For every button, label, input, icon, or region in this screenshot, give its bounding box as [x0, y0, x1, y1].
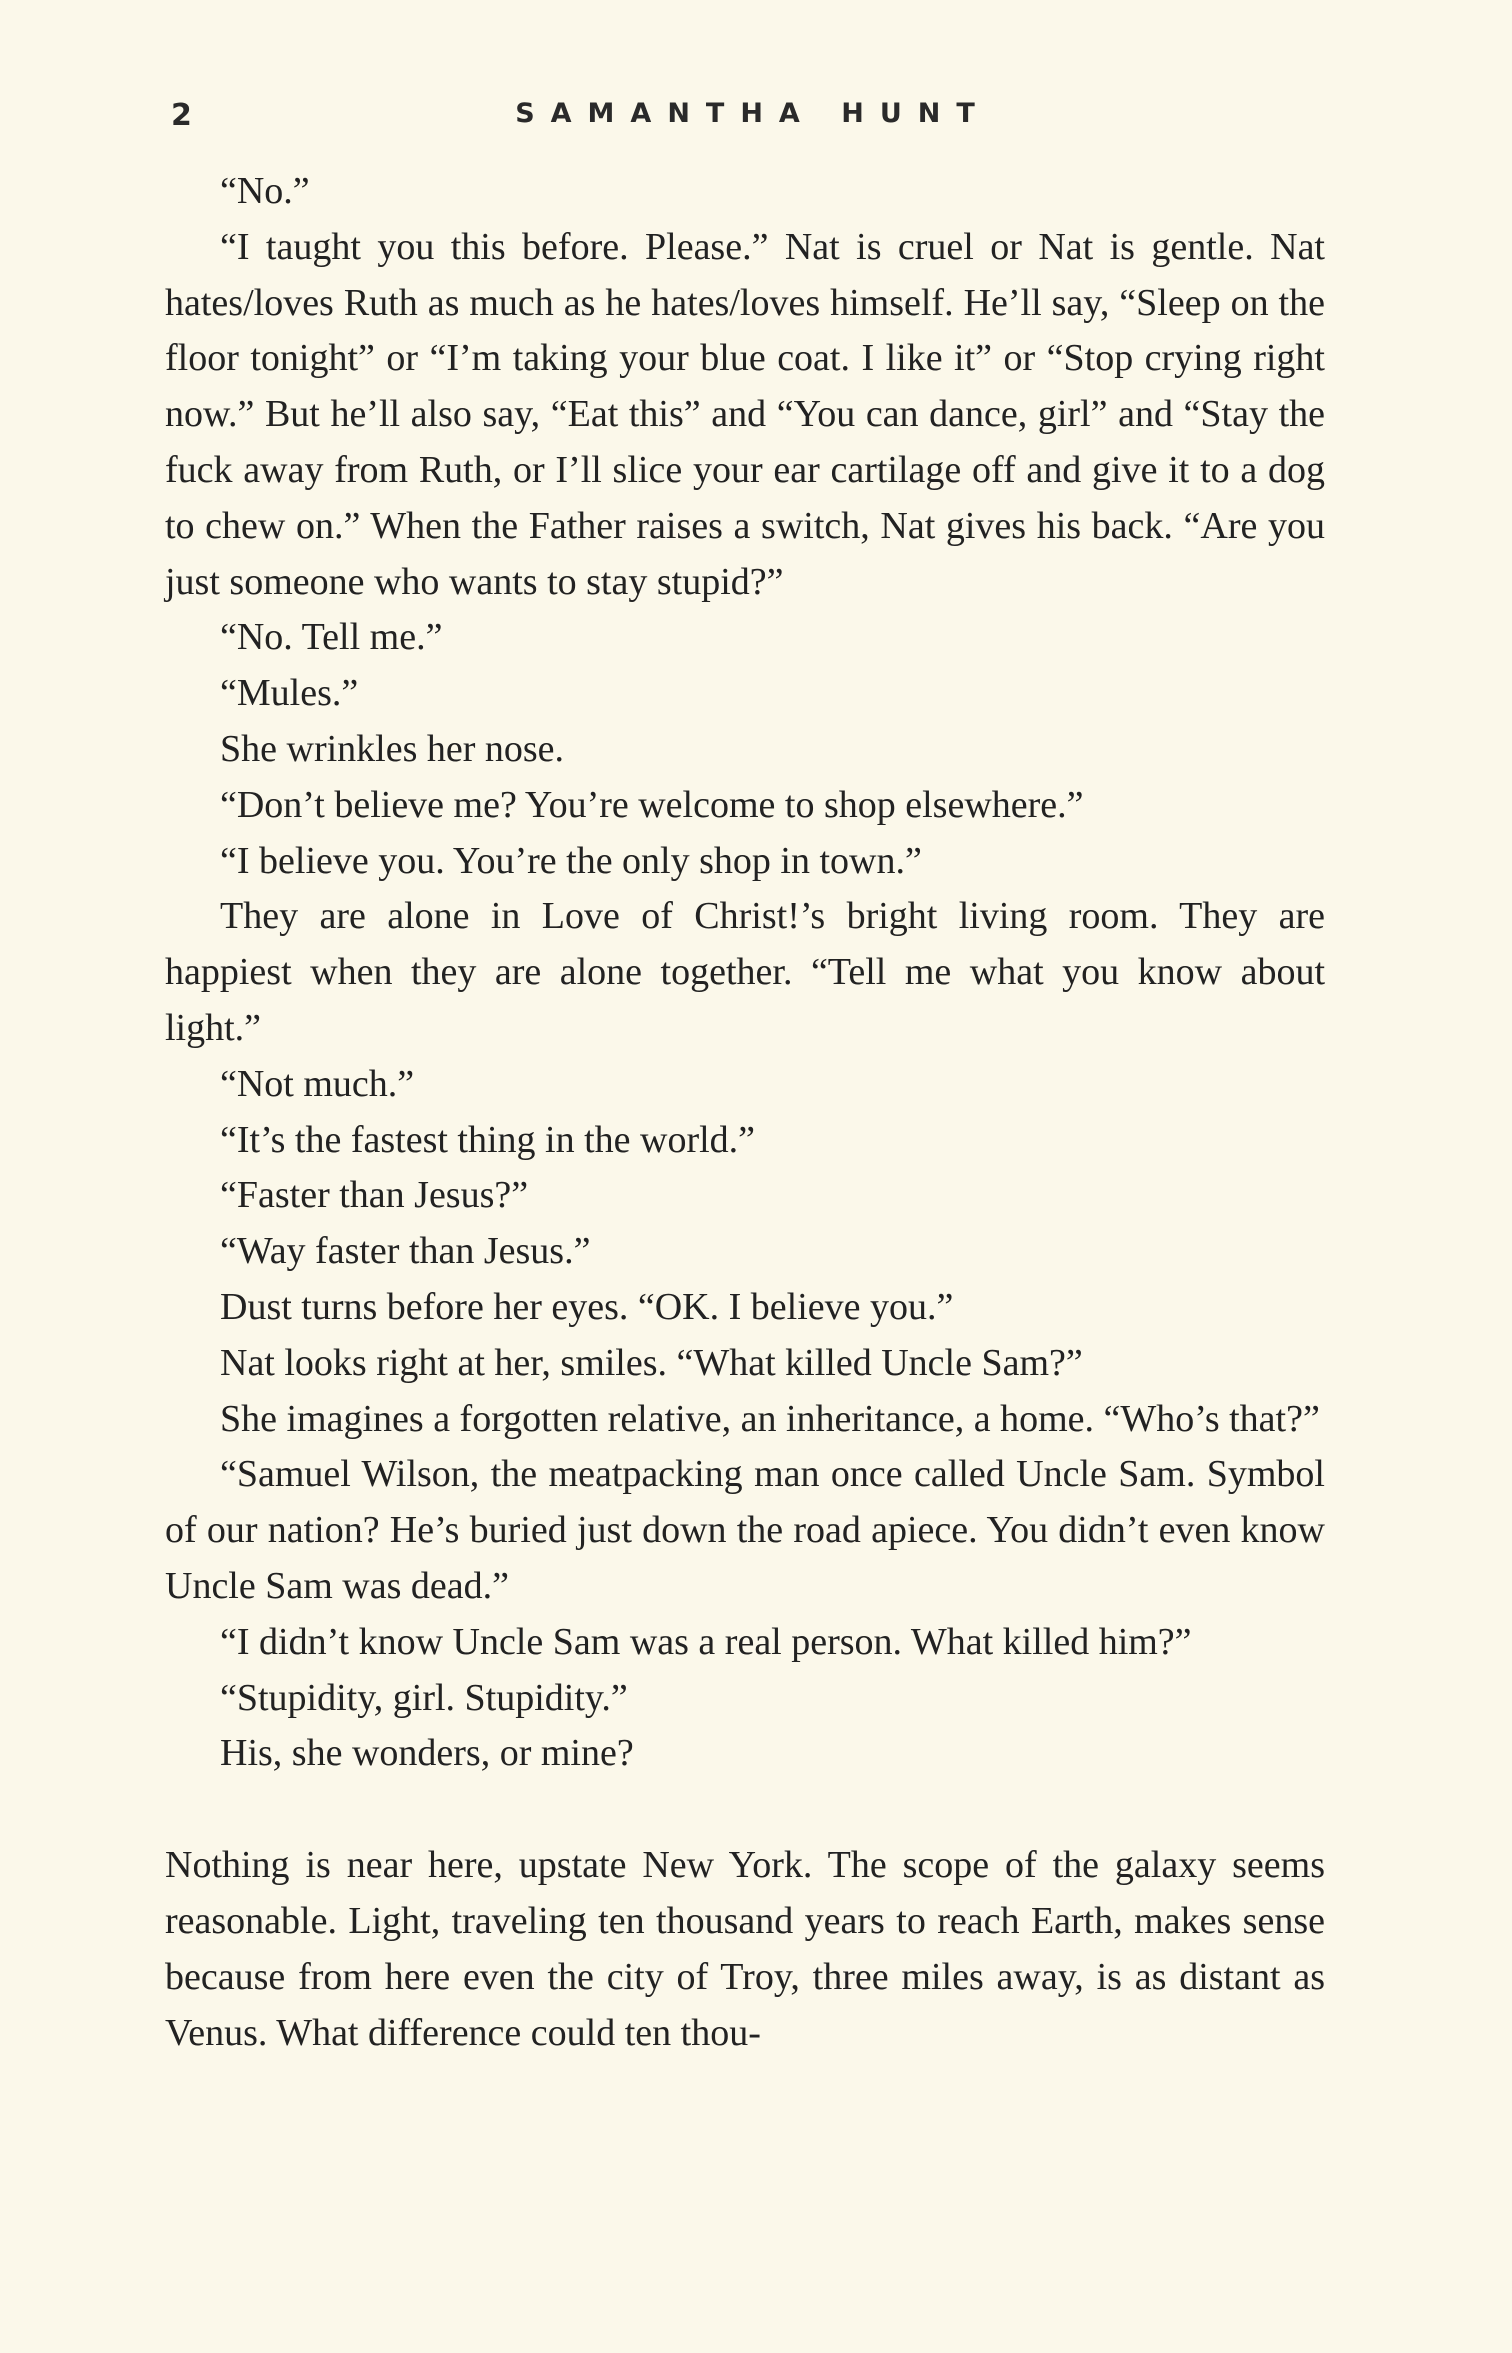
paragraph: She wrinkles her nose. — [220, 727, 565, 770]
running-head — [165, 98, 1325, 148]
paragraph: His, she wonders, or mine? — [220, 1732, 634, 1775]
paragraph: “Faster than Jesus?” — [220, 1174, 529, 1217]
paragraph: “Stupidity, girl. Stupidity.” — [220, 1676, 628, 1719]
paragraph: “I believe you. You’re the only shop in town.” — [220, 839, 922, 882]
paragraph: “I taught you this before. Please.” Nat is cruel or Nat is gentle. Nat hates/loves Ruth as much as he hates/loves himself. He’ll say, “Sleep on the floor tonight” or “I’m taking your blue coat. I like it” or “Stop crying right now.” But he’ll also say, “Eat this” and “You can dance, girl” and “Stay the fuck away from Ruth, or I’ll slice your ear cartilage off and give it to a dog to chew on.” When the Father raises a switch, Nat gives his back. “Are you just someone who wants to stay stupid?” — [165, 225, 1325, 603]
paragraph: Dust turns before her eyes. “OK. I believe you.” — [220, 1285, 954, 1328]
running-head-author: SAMANTHA HUNT — [515, 98, 991, 129]
page-number: 2 — [171, 98, 192, 133]
paragraph: “Samuel Wilson, the meatpacking man once called Uncle Sam. Symbol of our nation? He’s buried just down the road apiece. You didn’t even know Uncle Sam was dead.” — [165, 1453, 1325, 1607]
paragraph: Nat looks right at her, smiles. “What killed Uncle Sam?” — [220, 1341, 1083, 1384]
paragraph: “No.” — [220, 170, 310, 212]
paragraph: “Don’t believe me? You’re welcome to shop elsewhere.” — [220, 783, 1084, 826]
section-paragraph: Nothing is near here, upstate New York. The scope of the galaxy seems reasonable. Light, traveling ten thousand years to reach Earth, makes sense because from here even the city of Troy, three miles away, is as distant as Venus. What difference could ten thou- — [165, 1844, 1325, 2054]
paragraph: “Mules.” — [220, 672, 359, 715]
paragraph: “Way faster than Jesus.” — [220, 1230, 591, 1273]
paragraph: “I didn’t know Uncle Sam was a real person. What killed him?” — [220, 1620, 1192, 1663]
body-text — [165, 164, 1325, 2061]
paragraph: She imagines a forgotten relative, an inheritance, a home. “Who’s that?” — [220, 1397, 1320, 1440]
paragraph: “No. Tell me.” — [220, 616, 443, 659]
paragraph: “Not much.” — [220, 1062, 415, 1105]
paragraph: They are alone in Love of Christ!’s bright living room. They are happiest when they are alone together. “Tell me what you know about light.” — [165, 895, 1325, 1049]
paragraph: “It’s the fastest thing in the world.” — [220, 1118, 756, 1161]
